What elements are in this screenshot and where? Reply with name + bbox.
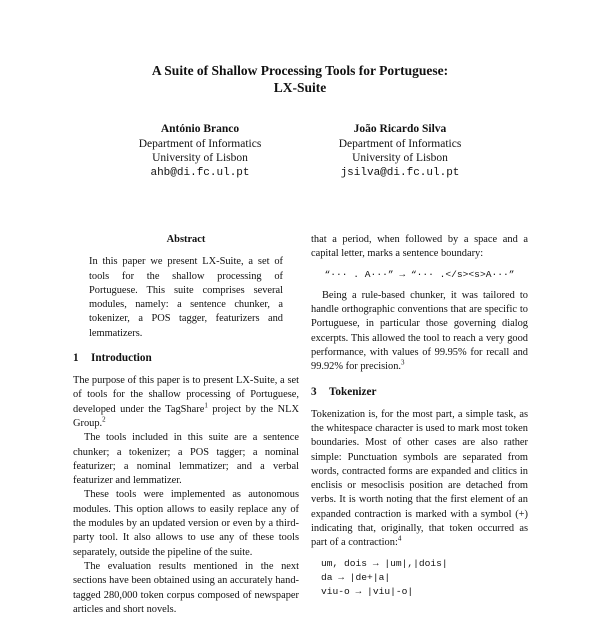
tokenizer-example-line: da → |de+|a| — [321, 571, 391, 583]
tokenizer-paragraph-1 — [311, 408, 528, 551]
author-name: João Ricardo Silva — [353, 123, 447, 135]
intro-paragraph-2: The tools included in this suite are a sentence chunker; a tokenizer; a POS tagger; a nominal featurizer; a nominal lemmatizer; and a verbal featurizer and lemmatizer. — [73, 432, 299, 487]
left-column — [73, 233, 299, 617]
chunker-paragraph-1: that a period, when followed by a space and a capital letter, marks a sentence boundary: — [311, 234, 528, 260]
author-department: Department of Informatics — [338, 137, 462, 150]
right-column — [311, 233, 528, 599]
author-university: University of Lisbon — [352, 152, 448, 164]
chunker-paragraph-2 — [311, 289, 528, 375]
author-email: jsilva@di.fc.ul.pt — [340, 166, 460, 179]
intro-paragraph-3: These tools were implemented as autonomous modules. This option allows to easily replace any of the modules by an updated version or even by a third-party tool. It also allows to use any of these tools separately, outside the pipeline of the suite. — [73, 489, 299, 558]
intro-paragraph-1 — [73, 374, 299, 431]
section-heading-tokenizer — [311, 385, 528, 399]
intro-p1-text-b: project by the NLX Group. — [73, 403, 299, 429]
paper-title — [0, 62, 600, 96]
tokenizer-example-line: um, dois → |um|,|dois| — [321, 557, 448, 569]
tokenizer-examples — [321, 557, 528, 599]
section-title: Introduction — [91, 352, 152, 365]
abstract-heading: Abstract — [166, 234, 206, 245]
footnote-marker: 4 — [397, 534, 402, 543]
author-block-1 — [90, 122, 310, 180]
title-line-2: LX-Suite — [273, 80, 327, 95]
author-email: ahb@di.fc.ul.pt — [150, 166, 250, 179]
tokenizer-p1-text: Tokenization is, for the most part, a simple task, as the whitespace character is used to mark most token boundaries. Most of other cases are also rather simple: Punctuation symbols are separated from words, contracted forms are expanded and clitics in enclisis or mesoclisis position are detached from verbs. It is worth noting that the first element of an expanded contraction is marked with a symbol (+) indicating that, originally, that token occurred as part of a contraction: — [311, 408, 528, 549]
section-title: Tokenizer — [329, 385, 377, 398]
intro-paragraph-4: The evaluation results mentioned in the next sections have been obtained using an accurately hand-tagged 280,000 token corpus composed of newspaper articles and short novels. — [73, 560, 299, 615]
footnote-marker: 1 — [204, 401, 208, 410]
title-line-1: A Suite of Shallow Processing Tools for Portuguese: — [151, 63, 449, 78]
author-department: Department of Informatics — [138, 137, 262, 150]
chunker-p2-text: Being a rule-based chunker, it was tailored to handle orthographic conventions that are specific to Portuguese, in particular those governing dialog excerpts. This allowed the tool to reach a very good performance, with values of 99.95% for recall and 99.92% for precision. — [311, 289, 528, 373]
intro-p1-text-a: The purpose of this paper is to present LX-Suite, a set of tools for the shallow processing of Portuguese, developed under the TagShare — [73, 375, 299, 415]
abstract-text: In this paper we present LX-Suite, a set of tools for the shallow processing of Portuguese. This suite comprises several modules, namely: a sentence chunker, a tokenizer, a POS tagger, featurizers and lemmatizers. — [89, 256, 283, 339]
footnote-marker: 3 — [401, 358, 405, 367]
author-name: António Branco — [160, 123, 240, 135]
tokenizer-example-line: viu-o → |viu|-o| — [321, 585, 414, 597]
section-number: 1 — [73, 352, 79, 365]
section-heading-introduction — [73, 351, 299, 365]
chunker-example: “··· . A···” → “··· .</s><s>A···” — [324, 268, 515, 280]
footnote-marker: 2 — [102, 415, 106, 424]
author-block-2 — [290, 122, 510, 180]
section-number: 3 — [311, 385, 317, 398]
author-university: University of Lisbon — [152, 152, 248, 164]
